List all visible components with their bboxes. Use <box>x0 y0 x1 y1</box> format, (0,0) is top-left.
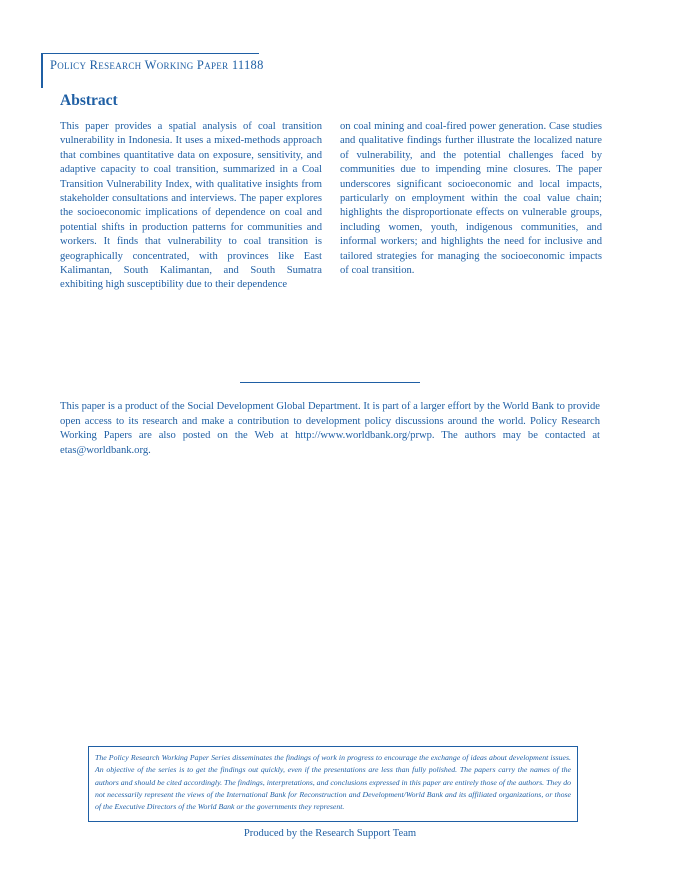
series-header <box>41 53 264 88</box>
disclaimer-box <box>88 746 578 822</box>
series-label: Policy Research Working Paper 11188 <box>50 58 264 72</box>
abstract-column-left: This paper provides a spatial analysis of coal transition vulnerability in Indonesia. It uses a mixed-methods approach that combines quantitative data on exposure, sensitivity, and adaptive capacity to coal transition, summarized in a Coal Transition Vulnerability Index, with qualitative insights from stakeholder consultations and interviews. The paper explores the socioeconomic implications of dependence on coal and potential shifts in production patterns for communities and workers. It finds that vulnerability to coal transition is geographically concentrated, with provinces like East Kalimantan, South Kalimantan, and South Sumatra exhibiting high susceptibility due to their dependence <box>60 121 322 291</box>
production-credit: Produced by the Research Support Team <box>243 828 417 839</box>
abstract-column-right: on coal mining and coal-fired power generation. Case studies and qualitative findings further illustrate the localized nature of vulnerability, and the potential challenges faced by communities due to impending mine closures. The paper underscores significant socioeconomic and local impacts, particularly on employment within the coal value chain; highlights the disproportionate effects on vulnerable groups, including women, youth, indigenous communities, and informal workers; and highlights the need for inclusive and tailored strategies for managing the socioeconomic impacts of coal transition. <box>340 121 602 277</box>
divider-rule <box>240 382 420 383</box>
disclaimer-text: The Policy Research Working Paper Series disseminates the findings of work in progress to encourage the exchange of ideas about development issues. An objective of the series is to get the findings out quickly, even if the presentations are less than fully polished. The papers carry the names of the authors and should be cited accordingly. The findings, interpretations, and conclusions expressed in this paper are entirely those of the authors. They do not necessarily represent the views of the International Bank for Reconstruction and Development/World Bank and its affiliated organizations, or those of the Executive Directors of the World Bank or the governments they represent. <box>95 753 571 812</box>
product-note: This paper is a product of the Social Development Global Department. It is part of a larger effort by the World Bank to provide open access to its research and make a contribution to development policy discussions around the world. Policy Research Working Papers are also posted on the Web at http://www.worldbank.org/prwp. The authors may be contacted at etas@worldbank.org. <box>60 401 600 456</box>
abstract-heading: Abstract <box>60 92 118 109</box>
